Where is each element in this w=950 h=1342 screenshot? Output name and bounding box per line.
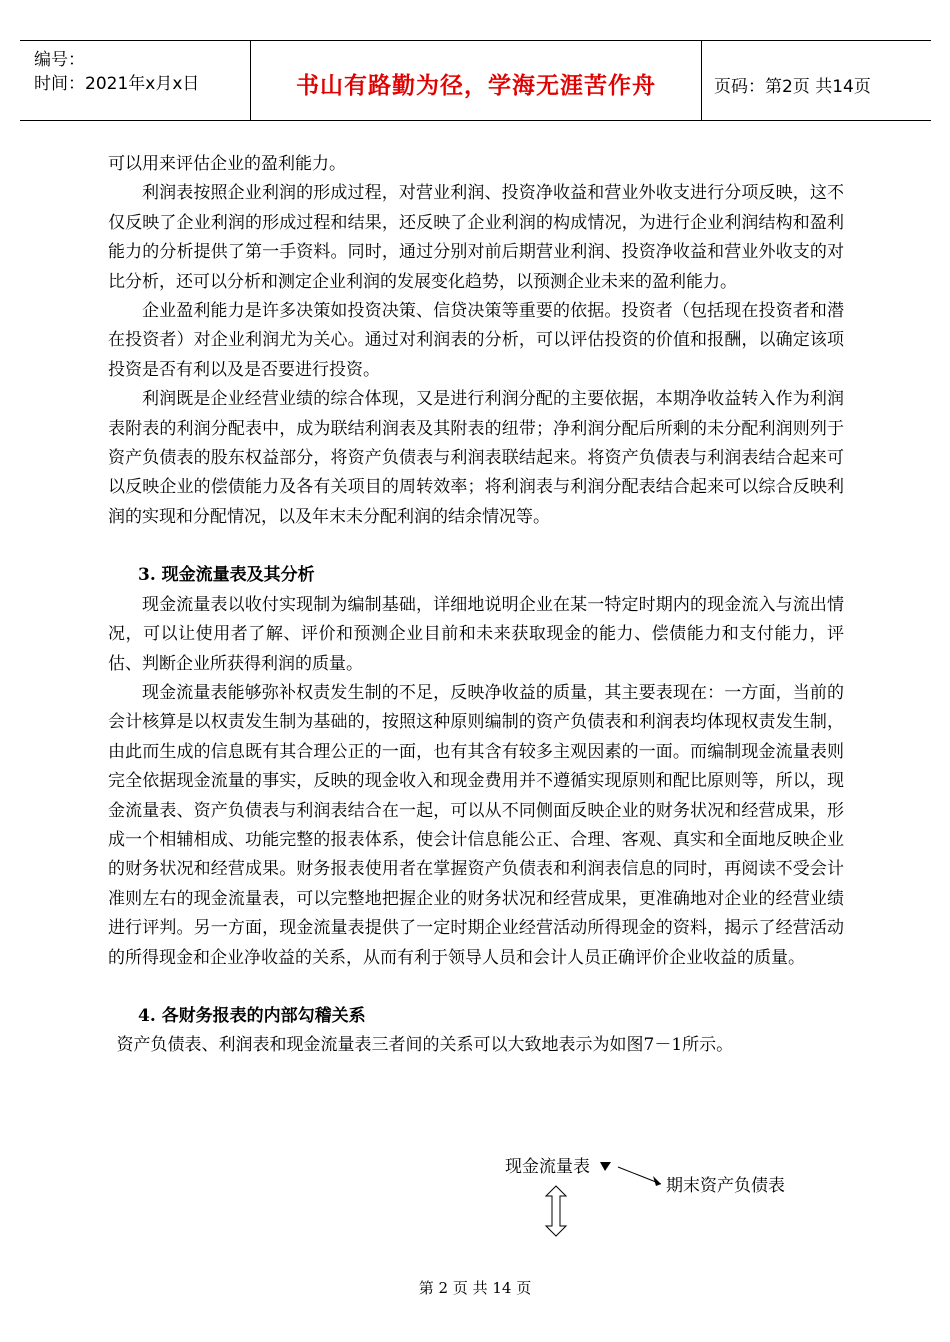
- paragraph: 利润表按照企业利润的形成过程，对营业利润、投资净收益和营业外收支进行分项反映，这不仅反映了企业利润的形成过程和结果，还反映了企业利润的构成情况，为进行企业利润结构和盈利能力的分析提供了第一手资料。同时，通过分别对前后期营业利润、投资净收益和营业外收支的对比分析，还可以分析和测定企业利润的发展变化趋势，以预测企业未来的盈利能力。: [108, 183, 844, 292]
- motto: 书山有路勤为径，学海无涯苦作舟: [296, 73, 656, 99]
- header-meta-cell: [20, 41, 251, 120]
- diagram-node-cashflow: 现金流量表: [505, 1157, 590, 1177]
- header-motto-cell: [251, 41, 702, 120]
- paragraph: 现金流量表能够弥补权责发生制的不足，反映净收益的质量，其主要表现在：一方面，当前的会计核算是以权责发生制为基础的，按照这种原则编制的资产负债表和利润表均体现权责发生制，由此而生成的信息既有其合理公正的一面，也有其含有较多主观因素的一面。而编制现金流量表则完全依据现金流量的事实，反映的现金收入和现金费用并不遵循实现原则和配比原则等，所以，现金流量表、资产负债表与利润表结合在一起，可以从不同侧面反映企业的财务状况和经营成果，形成一个相辅相成、功能完整的报表体系，使会计信息能公正、合理、客观、真实和全面地反映企业的财务状况和经营成果。财务报表使用者在掌握资产负债表和利润表信息的同时，再阅读不受会计准则左右的现金流量表，可以完整地把握企业的财务状况和经营成果，更准确地对企业的经营业绩进行评判。另一方面，现金流量表提供了一定时期企业经营活动所得现金的资料，揭示了经营活动的所得现金和企业净收益的关系，从而有利于领导人员和会计人员正确评价企业收益的质量。: [108, 682, 844, 968]
- page-footer: 第 2 页 共 14 页: [418, 1279, 532, 1297]
- paragraph: 可以用来评估企业的盈利能力。: [108, 154, 346, 174]
- header-page-label: 页码：第2页 共14页: [714, 77, 871, 97]
- section-heading-4: 4. 各财务报表的内部勾稽关系: [138, 1005, 366, 1026]
- paragraph: 现金流量表以收付实现制为编制基础，详细地说明企业在某一特定时期内的现金流入与流出情况，可以让使用者了解、评价和预测企业目前和未来获取现金的能力、偿债能力和支付能力，评估、判断企业所获得利润的质量。: [108, 594, 844, 674]
- diagram-node-balance: 期末资产负债表: [666, 1176, 785, 1196]
- paragraph: 企业盈利能力是许多决策如投资决策、信贷决策等重要的依据。投资者（包括现在投资者和潜在投资者）对企业利润尤为关心。通过对利润表的分析，可以评估投资的价值和报酬，以确定该项投资是否有利以及是否要进行投资。: [108, 301, 844, 380]
- document-body: [108, 150, 844, 1061]
- arrowhead-icon: [653, 1176, 661, 1186]
- arrowhead-icon: [600, 1162, 611, 1171]
- paragraph: 利润既是企业经营业绩的综合体现，又是进行利润分配的主要依据，本期净收益转入作为利润表附表的利润分配表中，成为联结利润表及其附表的纽带；净利润分配后所剩的未分配利润则列于资产负债表的股东权益部分，将资产负债表与利润表联结起来。将资产负债表与利润表结合起来可以反映企业的偿债能力及各有关项目的周转效率；将利润表与利润分配表结合起来可以综合反映利润的实现和分配情况，以及年末未分配利润的结余情况等。: [108, 389, 844, 527]
- page-header: [20, 40, 931, 121]
- header-page-cell: [702, 41, 931, 120]
- paragraph: 资产负债表、利润表和现金流量表三者间的关系可以大致地表示为如图7－1所示。: [116, 1035, 734, 1056]
- connector-line: [618, 1167, 661, 1184]
- number-label: 编号：: [34, 50, 85, 70]
- double-arrow-icon: [546, 1186, 566, 1236]
- section-heading-3: 3. 现金流量表及其分析: [138, 565, 315, 586]
- date-label: 时间：2021年x月x日: [34, 74, 200, 94]
